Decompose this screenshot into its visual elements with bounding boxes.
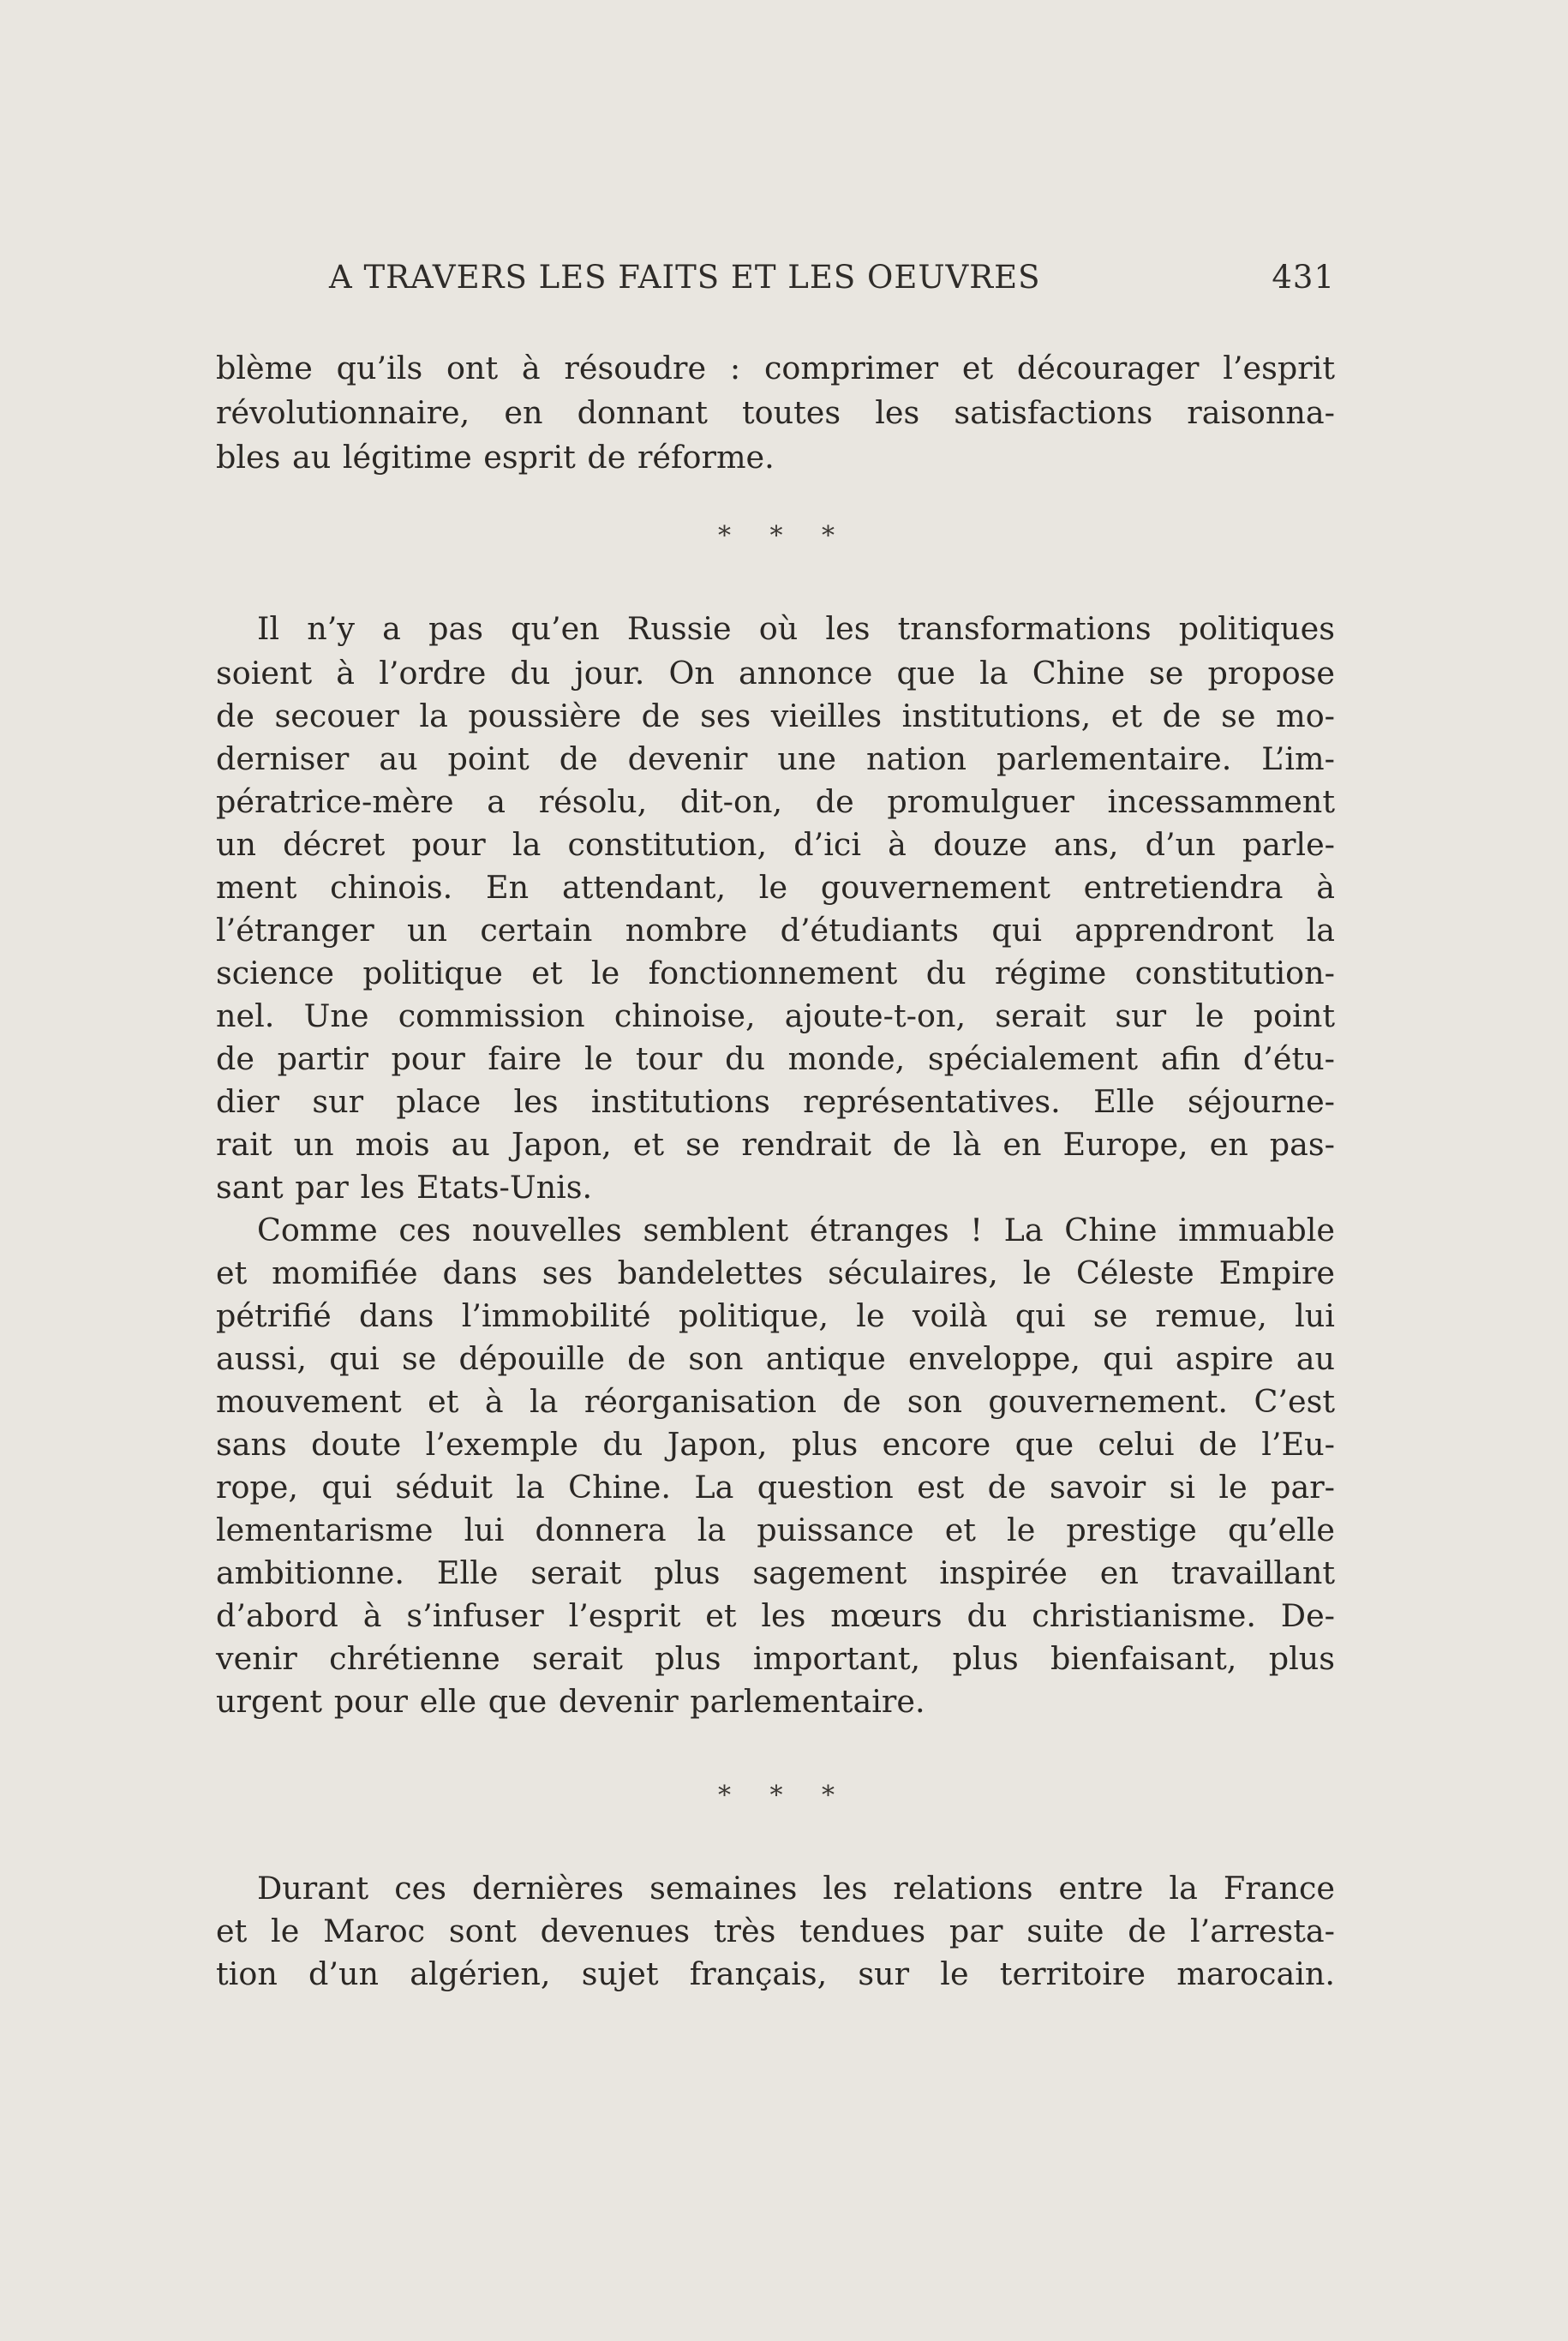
- text-line: Il n’y a pas qu’en Russie où les transformations politiques: [257, 610, 1335, 647]
- text-line: ambitionne. Elle serait plus sagement inspirée en travaillant: [216, 1554, 1335, 1591]
- text-line: de secouer la poussière de ses vieilles institutions, et de se mo-: [216, 698, 1335, 734]
- text-line: science politique et le fonctionnement du régime constitution-: [216, 955, 1335, 991]
- running-title: A TRAVERS LES FAITS ET LES OEUVRES: [329, 259, 1041, 296]
- page-number: 431: [1272, 259, 1335, 296]
- text-line: lementarisme lui donnera la puissance et le prestige qu’elle: [216, 1512, 1335, 1548]
- text-line: dier sur place les institutions représentatives. Elle séjourne-: [216, 1083, 1335, 1120]
- text-line: ment chinois. En attendant, le gouvernement entretiendra à: [216, 869, 1335, 906]
- text-line: sans doute l’exemple du Japon, plus encore que celui de l’Eu-: [216, 1426, 1335, 1463]
- text-line: nel. Une commission chinoise, ajoute-t-on, serait sur le point: [216, 997, 1335, 1034]
- text-line: derniser au point de devenir une nation parlementaire. L’im-: [216, 740, 1335, 777]
- text-line: révolutionnaire, en donnant toutes les satisfactions raisonna-: [216, 394, 1335, 431]
- section-separator: * * *: [717, 1781, 851, 1811]
- text-line: un décret pour la constitution, d’ici à douze ans, d’un parle-: [216, 826, 1335, 863]
- text-line: venir chrétienne serait plus important, plus bienfaisant, plus: [216, 1640, 1335, 1677]
- text-line: Comme ces nouvelles semblent étranges ! La Chine immuable: [257, 1212, 1335, 1248]
- text-line: et momifiée dans ses bandelettes séculaires, le Céleste Empire: [216, 1254, 1335, 1291]
- text-line: Durant ces dernières semaines les relations entre la France: [257, 1870, 1335, 1907]
- text-line: et le Maroc sont devenues très tendues par suite de l’arresta-: [216, 1913, 1335, 1949]
- text-line: blème qu’ils ont à résoudre : comprimer et décourager l’esprit: [216, 350, 1335, 386]
- text-line: de partir pour faire le tour du monde, spécialement afin d’étu-: [216, 1040, 1335, 1077]
- text-line: tion d’un algérien, sujet français, sur le territoire marocain.: [216, 1955, 1335, 1992]
- text-line: aussi, qui se dépouille de son antique enveloppe, qui aspire au: [216, 1340, 1335, 1377]
- text-line: pératrice-mère a résolu, dit-on, de promulguer incessamment: [216, 783, 1335, 820]
- text-line: rope, qui séduit la Chine. La question est de savoir si le par-: [216, 1469, 1335, 1506]
- text-line: mouvement et à la réorganisation de son gouvernement. C’est: [216, 1383, 1335, 1420]
- text-line: bles au légitime esprit de réforme.: [216, 439, 775, 476]
- section-separator: * * *: [717, 521, 851, 551]
- text-line: rait un mois au Japon, et se rendrait de là en Europe, en pas-: [216, 1126, 1335, 1163]
- text-line: d’abord à s’infuser l’esprit et les mœurs du christianisme. De-: [216, 1597, 1335, 1634]
- text-line: sant par les Etats-Unis.: [216, 1169, 593, 1206]
- text-line: pétrifié dans l’immobilité politique, le voilà qui se remue, lui: [216, 1297, 1335, 1334]
- text-line: urgent pour elle que devenir parlementaire.: [216, 1683, 925, 1720]
- text-line: l’étranger un certain nombre d’étudiants qui apprendront la: [216, 912, 1335, 949]
- text-line: soient à l’ordre du jour. On annonce que la Chine se propose: [216, 655, 1335, 692]
- running-header: [329, 259, 1335, 296]
